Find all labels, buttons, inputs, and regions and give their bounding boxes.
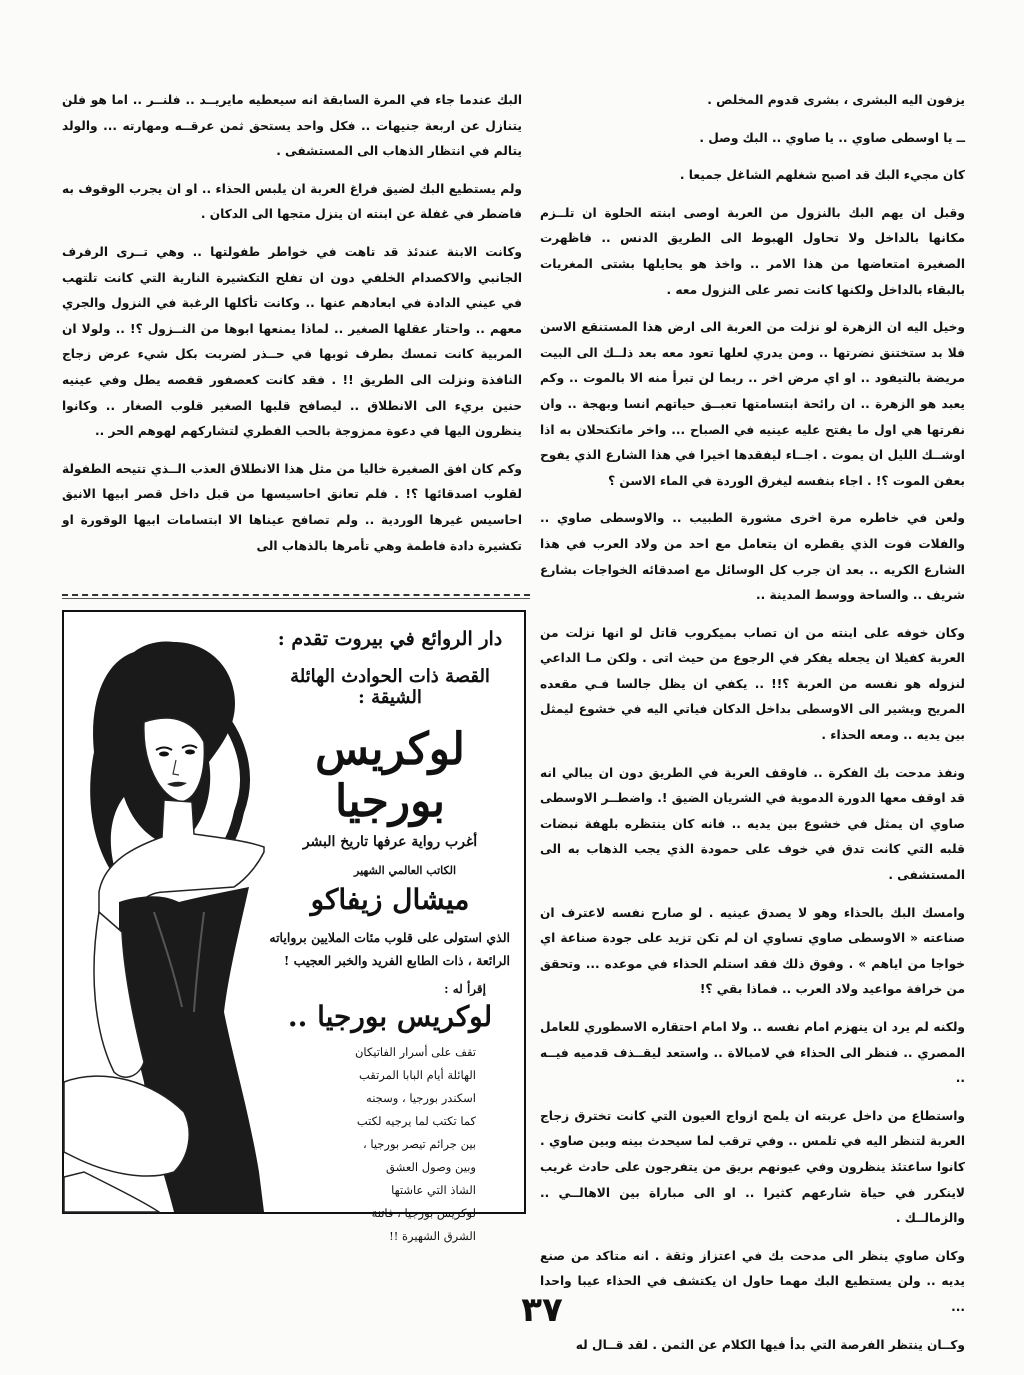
ad-book-title: لوكريس بورجيا bbox=[315, 724, 465, 827]
ad-tagline: أغرب رواية عرفها تاريخ البشر bbox=[302, 834, 478, 850]
ad-book-title-repeat: لوكريس بورجيا .. bbox=[287, 1000, 493, 1033]
ad-presenter: دار الروائع في بيروت تقدم : bbox=[277, 628, 503, 650]
paragraph: ونفذ مدحت بك الفكرة .. فاوقف العربة في الطريق دون ان يبالي انه قد اوقف معها الدورة الدموية في الشريان الضيق !. واضطــر الاوسطى صاوي ان يمثل في خشوع بين يديه .. فانه كان ينتظره بلهفة نبضات قلبه التي كانت تدق في خوف على حمودة الذي يجب الذهاب به الى المستشفى . bbox=[540, 765, 965, 883]
paragraph: يزفون اليه البشرى ، بشرى قدوم المخلص . bbox=[707, 93, 965, 107]
ad-description: الذي استولى على قلوب مئات الملايين برواياته الرائعة ، ذات الطابع الفريد والخبر العجيب ! bbox=[269, 930, 510, 968]
ad-subtitle: القصة ذات الحوادث الهائلة الشيقة : bbox=[290, 666, 490, 708]
paragraph: وامسك البك بالحذاء وهو لا يصدق عينيه . لو صارح نفسه لاعترف ان صناعته « الاوسطى صاوي تساوي ان لم تكن تزيد على جودة صناعة اي خواجا من اياهم » . وفوق ذلك فقد استلم الحذاء في موعده ... وتحقق من خرافة مواعيد ولاد العرب .. فماذا بقي ؟! bbox=[540, 905, 965, 997]
paragraph: البك عندما جاء في المرة السابقة انه سيعطيه مايريــد .. فلنــر .. اما هو فلن يتنازل عن اربعة جنيهات .. فكل واحد يستحق ثمن عرقــه ومهارته ... والولد يتالم في انتظار الذهاب الى المستشفى . bbox=[62, 93, 522, 159]
article-column-right bbox=[540, 88, 965, 1358]
section-divider bbox=[62, 598, 530, 599]
paragraph: وكــان ينتظر الفرصة التي بدأ فيها الكلام عن الثمن . لقد قــال له bbox=[575, 1337, 965, 1352]
paragraph: وكان صاوي ينظر الى مدحت بك في اعتزاز وثقة . انه متاكد من صنع يديه .. ولن يستطيع البك مهما حاول ان يكتشف في الحذاء عيبا واحدا ... bbox=[540, 1248, 965, 1314]
paragraph: وكان خوفه على ابنته من ان تصاب بميكروب قاتل لو انها نزلت من العربة كفيلا ان يجعله يفكر في الرجوع من حيث اتى . ولكن مـا الداعي لنزوله هو نفسه من العربة ؟!! .. يكفي ان يظل جالسا فـي مقعده المريح ويشير الى الاوسطى بداخل الدكان فياتي اليه في خشوع ليمثل بين يديه .. ومعه الحذاء . bbox=[540, 625, 965, 743]
paragraph: وكم كان افق الصغيرة خاليا من مثل هذا الانطلاق العذب الــذي تتيحه الطفولة لقلوب اصدقائها ؟! . فلم تعانق احاسيسها من قبل داخل قصر ابيها الانيق احاسيس غيرها الوردية .. ولم تصافح عيناها الا ابتسامات ابيها الوقورة او تكشيرة دادة فاطمة وهي تأمرها بالذهاب الى bbox=[62, 461, 522, 553]
ad-author-label: الكاتب العالمي الشهير bbox=[354, 864, 456, 877]
article-column-left bbox=[62, 88, 522, 559]
page-number: ٣٧ bbox=[521, 1290, 563, 1330]
paragraph: وخيل اليه ان الزهرة لو نزلت من العربة الى ارض هذا المستنقع الاسن فلا بد ستختنق نضرتها .. ومن يدري لعلها تعود معه بعد ذلــك الى البيت مريضة بالتيفود .. او اي مرض اخر .. ربما لن تبرأ منه الا بالموت .. وكم يعبد هو الزهرة .. ان رائحة ابتسامتها تعبــق حياتهم انسا وبهجة .. وان نفرتها هي اول ما يفتح عليه عينيه في الصباح ... واخر ماتكتحلان به اذا اوشــك الليل ان يموت . اجــاء ليفقدها اخيرا في هذا الشارع الذي يفوح بعفن الموت ؟! . اجاء بنفسه ليغرق الوردة في الماء الاسن ؟ bbox=[540, 320, 965, 488]
paragraph: ــ يا اوسطى صاوي .. يا صاوي .. البك وصل . bbox=[699, 130, 965, 145]
paragraph: وكانت الابنة عندئذ قد تاهت في خواطر طفولتها .. وهي تــرى الرفرف الجانبي والاكصدام الخلفي دون ان تفلح التكشيرة النارية التي كانت تلتهب في عيني الدادة في ابعادهم عنها .. وكانت تأكلها الرغبة في النزول والجري معهم .. واحتار عقلها الصغير .. لماذا يمنعها ابوها من النــزول ؟! .. ولولا ان المربية كانت تمسك بطرف ثوبها في حــذر لضربت بكل شيء عرض زجاج النافذة ونزلت الى الطريق !! . فقد كانت كعصفور قفصه يطل وفي عينيه حنين بريء الى الانطلاق .. ليصافح قلبها الصغير قلوب الصغار .. وكانوا ينظرون اليها في دعوة ممزوجة بالحب الفطري لتشاركهم لهوهم الحر .. bbox=[62, 244, 522, 439]
paragraph: ولعن في خاطره مرة اخرى مشورة الطبيب .. والاوسطى صاوي .. والفلات فوت الذي يقطره ان يتعامل مع احد من ولاد العرب في هذا الشارع الكريه .. بعد ان جرب كل الوسائل مع اصدقائه الخواجات بشارع شريف .. والساحة ووسط المدينة .. bbox=[540, 511, 965, 603]
ad-blurb: تقف على أسرار الفاتيكان الهائلة أيام البابا المرتقب اسكندر بورجيا ، وسجنه كما تكتب لما يرجيه لكتب بين جرائم تيصر بورجيا ، وبين وصول العشق الشاذ التي عاشتها لوكريس بورجيا ، فاتنة الشرق الشهيرة !! bbox=[354, 1045, 476, 1243]
paragraph: وقبل ان يهم البك بالنزول من العربة اوصى ابنته الحلوة ان تلــزم مكانها بالداخل ولا تحاول الهبوط الى الطريق الدنس .. فاظهرت الصغيرة امتعاضها من هذا الامر .. واخذ هو يحايلها بشتى المغريات بالبقاء بالداخل ولكنها كانت تصر على النزول معه . bbox=[540, 205, 965, 297]
paragraph: ولم يستطيع البك لضيق فراغ العربة ان يلبس الحذاء .. او ان يجرب الوقوف به فاضطر في غفلة عن ابنته ان ينزل متجها الى الدكان . bbox=[62, 181, 522, 222]
book-advertisement bbox=[62, 610, 526, 1243]
paragraph: ولكنه لم يرد ان ينهزم امام نفسه .. ولا امام احتقاره الاسطوري للعامل المصري .. فنظر الى الحذاء في لامبالاة .. واستعد ليقــذف قدميه فيــه .. bbox=[540, 1020, 965, 1086]
advertisement-text bbox=[264, 622, 516, 1243]
ad-author-name: ميشال زيفاكو bbox=[310, 883, 470, 916]
paragraph: كان مجيء البك قد اصبح شغلهم الشاغل جميعا . bbox=[679, 168, 965, 183]
woman-illustration bbox=[64, 612, 264, 1212]
section-divider bbox=[62, 594, 530, 596]
paragraph: واستطاع من داخل عربته ان يلمح ازواج العيون التي كانت تخترق زجاج العربة لتنظر اليه في تلمس .. وفي ترقب لما سيحدث بينه وبين صاوي . كانوا ساعتئذ ينظرون وفي عيونهم بريق من يتفرجون على حادث غريب لاينكرر في حياة شارعهم كثيرا .. او الى مباراة بين الاهالــي .. والزمالــك . bbox=[540, 1108, 965, 1226]
ad-read-label: إقرأ له : bbox=[444, 982, 486, 996]
